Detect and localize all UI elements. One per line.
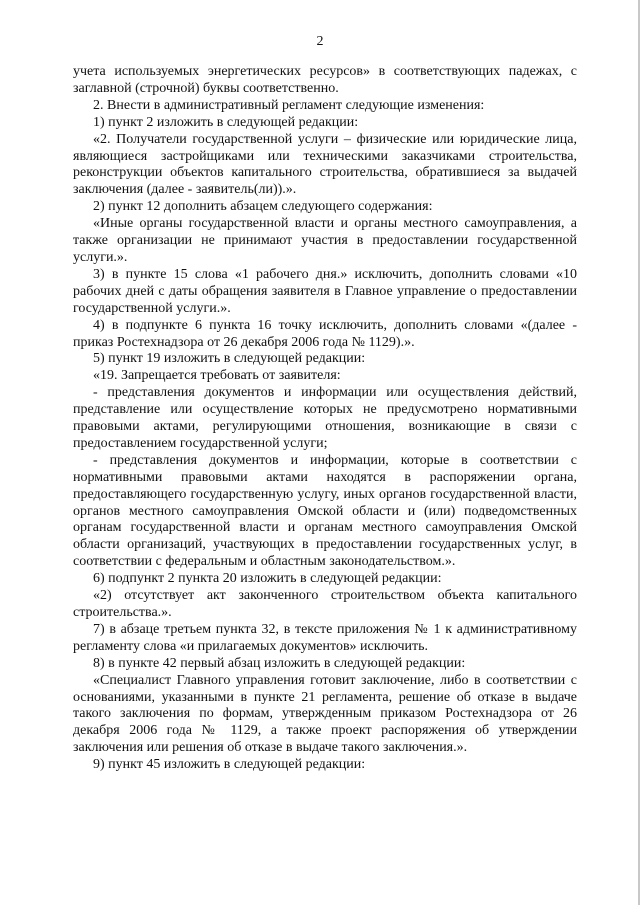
- page-number: 2: [316, 34, 324, 49]
- paragraph-subitem-2: 2) пункт 12 дополнить абзацем следующего содержания:: [93, 199, 433, 215]
- paragraph-quote-specialist: «Специалист Главного управления готовит заключение, либо в соответствии с основаниями, указанными в пункте 21 регламента, решение об отказе в выдаче такого заключения по формам, утвержденным приказом Ростехнадзора от 26 декабря 2006 года № 1129, а также проект распоряжения об утверждении заключения или решения об отказе в выдаче такого заключения.».: [73, 672, 577, 756]
- paragraph-dash-item-1: - представления документов и информации или осуществления действий, представление или осуществление которых не предусмотрено нормативными правовыми актами, регулирующими отношения, возникающие в связи с предоставлением государственной услуги;: [73, 385, 577, 451]
- paragraph-continuation: учета используемых энергетических ресурсов» в соответствующих падежах, с заглавной (строчной) буквы соответственно.: [73, 64, 577, 96]
- paragraph-subitem-7: 7) в абзаце третьем пункта 32, в тексте приложения № 1 к административному регламенту слова «и прилагаемых документов» исключить.: [73, 621, 577, 654]
- paragraph-quote-point-19: «19. Запрещается требовать от заявителя:: [93, 368, 341, 384]
- document-body: [73, 64, 577, 774]
- paragraph-dash-item-2: - представления документов и информации, которые в соответствии с нормативными правовыми актами находятся в распоряжении органа, предоставляющего государственную услугу, иных органов государственной власти, органов местного самоуправления Омской области и (или) подведомственных органам государственной власти и органам местного самоуправления Омской области организаций, участвующих в предоставлении государственных услуг, в соответствии с федеральным и областным законодательством.».: [73, 452, 577, 570]
- paragraph-subitem-3: 3) в пункте 15 слова «1 рабочего дня.» исключить, дополнить словами «10 рабочих дней с даты обращения заявителя в Главное управление о предоставлении государственной услуги.».: [73, 266, 577, 316]
- paragraph-subitem-5: 5) пункт 19 изложить в следующей редакции:: [93, 351, 366, 367]
- paragraph-item-2: 2. Внести в административный регламент следующие изменения:: [93, 97, 485, 113]
- paragraph-quote-subpoint-2: «2) отсутствует акт законченного строительством объекта капитального строительства.».: [73, 588, 577, 620]
- paragraph-quote-point-2: «2. Получатели государственной услуги – физические или юридические лица, являющиеся застройщиками или техническими заказчиками строительства, реконструкции объектов капитального строительства, обратившиеся за выдачей заключения (далее - заявитель(ли)).».: [73, 131, 577, 198]
- paragraph-subitem-9: 9) пункт 45 изложить в следующей редакции:: [93, 757, 366, 773]
- paragraph-subitem-4: 4) в подпункте 6 пункта 16 точку исключить, дополнить словами «(далее - приказ Ростехнадзора от 26 декабря 2006 года № 1129).».: [73, 317, 577, 350]
- paragraph-subitem-8: 8) в пункте 42 первый абзац изложить в следующей редакции:: [93, 655, 466, 671]
- paragraph-subitem-1: 1) пункт 2 изложить в следующей редакции:: [93, 114, 359, 130]
- paragraph-subitem-6: 6) подпункт 2 пункта 20 изложить в следующей редакции:: [93, 571, 442, 587]
- paragraph-quote-other-bodies: «Иные органы государственной власти и органы местного самоуправления, а также организации не принимают участия в предоставлении государственной услуги.».: [73, 216, 577, 265]
